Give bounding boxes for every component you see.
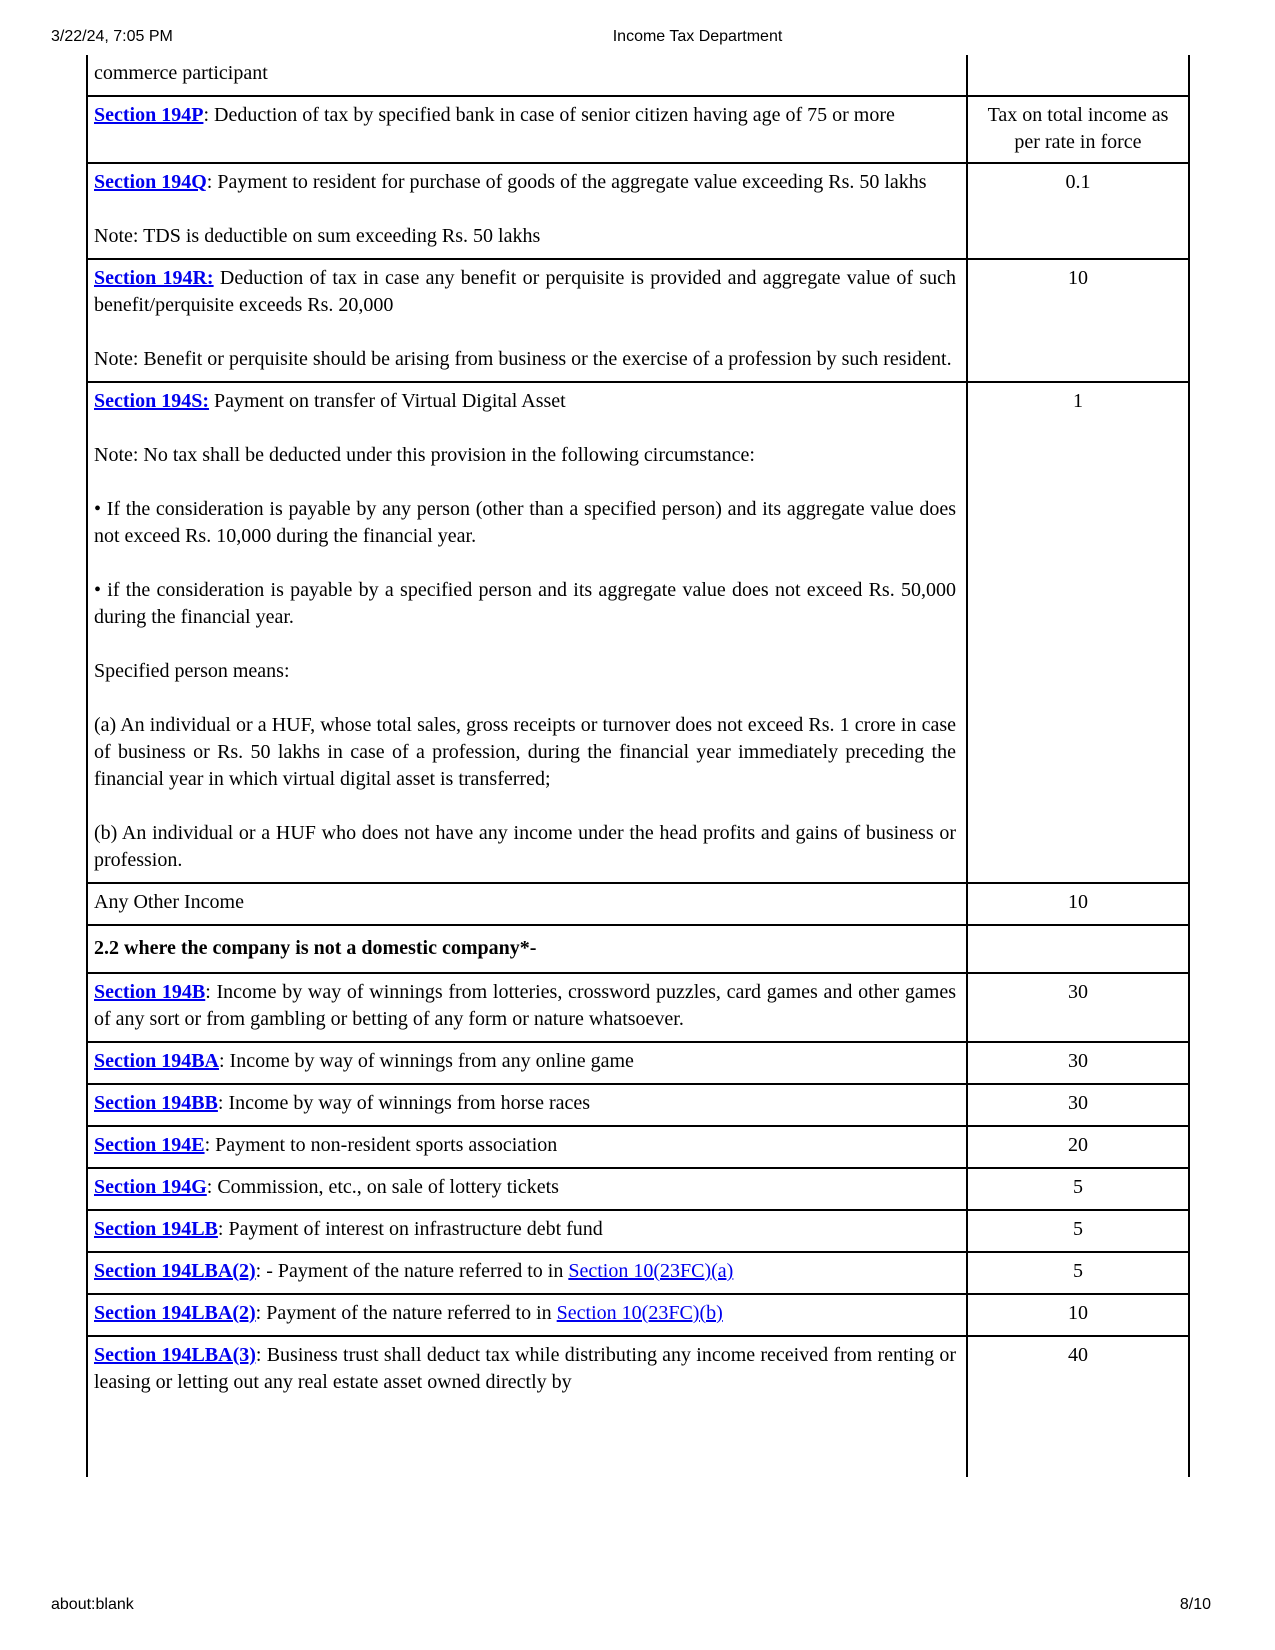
table-row bbox=[88, 1293, 1188, 1335]
rate-cell: 5 bbox=[966, 1253, 1188, 1293]
paragraph bbox=[94, 577, 956, 631]
cell-text: Note: TDS is deductible on sum exceeding Rs. 50 lakhs bbox=[94, 225, 541, 247]
cell-text: : Commission, etc., on sale of lottery tickets bbox=[206, 1176, 559, 1198]
rate-cell bbox=[966, 926, 1188, 972]
description-cell bbox=[88, 1085, 966, 1125]
print-footer bbox=[0, 1596, 1275, 1616]
table-row bbox=[88, 972, 1188, 1041]
section-link[interactable]: Section 194LBA(3) bbox=[94, 1344, 256, 1366]
cell-text: Payment on transfer of Virtual Digital Asset bbox=[209, 390, 566, 412]
table-row bbox=[88, 55, 1188, 95]
table-row bbox=[88, 882, 1188, 924]
rate-cell: 0.1 bbox=[966, 164, 1188, 258]
table-row bbox=[88, 162, 1188, 258]
cell-text: : Income by way of winnings from any online game bbox=[219, 1050, 634, 1072]
section-link[interactable]: Section 194LB bbox=[94, 1218, 218, 1240]
section-link[interactable]: Section 194E bbox=[94, 1134, 205, 1156]
description-cell bbox=[88, 383, 966, 882]
table-row bbox=[88, 1251, 1188, 1293]
section-link[interactable]: Section 194Q bbox=[94, 171, 207, 193]
paragraph bbox=[94, 1300, 956, 1327]
paragraph bbox=[94, 935, 956, 962]
paragraph bbox=[94, 1048, 956, 1075]
rate-cell: 30 bbox=[966, 1085, 1188, 1125]
paragraph bbox=[94, 102, 956, 129]
cell-text: (b) An individual or a HUF who does not have any income under the head profits and gains of business or profession. bbox=[94, 822, 956, 871]
paragraph bbox=[94, 496, 956, 550]
table-row bbox=[88, 95, 1188, 162]
rate-cell bbox=[966, 55, 1188, 95]
description-cell bbox=[88, 97, 966, 162]
table-row bbox=[88, 1209, 1188, 1251]
rate-cell: 10 bbox=[966, 884, 1188, 924]
table-row bbox=[88, 381, 1188, 882]
paragraph bbox=[94, 889, 956, 916]
rate-cell: 40 bbox=[966, 1337, 1188, 1477]
table-row bbox=[88, 1083, 1188, 1125]
footer-page-number: 8/10 bbox=[1179, 1596, 1211, 1613]
description-cell bbox=[88, 1169, 966, 1209]
table-row bbox=[88, 924, 1188, 972]
cell-text: : Deduction of tax by specified bank in case of senior citizen having age of 75 or more bbox=[203, 104, 895, 126]
paragraph bbox=[94, 1174, 956, 1201]
paragraph bbox=[94, 1132, 956, 1159]
description-cell bbox=[88, 1253, 966, 1293]
cell-text: : Payment to non-resident sports association bbox=[204, 1134, 558, 1156]
reference-link[interactable]: Section 10(23FC)(b) bbox=[556, 1302, 723, 1324]
section-link[interactable]: Section 194G bbox=[94, 1176, 207, 1198]
cell-text: commerce participant bbox=[94, 62, 268, 84]
cell-text: Specified person means: bbox=[94, 660, 290, 682]
paragraph bbox=[94, 658, 956, 685]
cell-text: • If the consideration is payable by any person (other than a specified person) and its aggregate value does not exceed Rs. 10,000 during the financial year. bbox=[94, 498, 956, 547]
paragraph bbox=[94, 1258, 956, 1285]
section-link[interactable]: Section 194R: bbox=[94, 267, 214, 289]
paragraph bbox=[94, 979, 956, 1033]
cell-text: : Payment of interest on infrastructure debt fund bbox=[217, 1218, 603, 1240]
description-cell bbox=[88, 926, 966, 972]
cell-text: Any Other Income bbox=[94, 891, 244, 913]
reference-link[interactable]: Section 10(23FC)(a) bbox=[568, 1260, 734, 1282]
paragraph bbox=[94, 712, 956, 793]
paragraph bbox=[94, 1090, 956, 1117]
table-row bbox=[88, 1041, 1188, 1083]
rate-cell: Tax on total income as per rate in force bbox=[966, 97, 1188, 162]
cell-text: Deduction of tax in case any benefit or perquisite is provided and aggregate value of such benefit/perquisite exceeds Rs. 20,000 bbox=[94, 267, 956, 316]
rate-cell: 5 bbox=[966, 1211, 1188, 1251]
rate-cell: 10 bbox=[966, 260, 1188, 381]
cell-text: • if the consideration is payable by a specified person and its aggregate value does not exceed Rs. 50,000 during the financial year. bbox=[94, 579, 956, 628]
description-cell bbox=[88, 164, 966, 258]
section-link[interactable]: Section 194LBA(2) bbox=[94, 1302, 256, 1324]
description-cell bbox=[88, 884, 966, 924]
paragraph bbox=[94, 442, 956, 469]
table-row bbox=[88, 1335, 1188, 1477]
table-row bbox=[88, 1167, 1188, 1209]
section-link[interactable]: Section 194B bbox=[94, 981, 206, 1003]
cell-text: Note: Benefit or perquisite should be arising from business or the exercise of a profession by such resident. bbox=[94, 348, 952, 370]
footer-source: about:blank bbox=[51, 1596, 134, 1613]
cell-text: (a) An individual or a HUF, whose total sales, gross receipts or turnover does not exceed Rs. 1 crore in case of business or Rs. 50 lakhs in case of a profession, during the financial year immediately preceding the financial year in which virtual digital asset is transferred; bbox=[94, 714, 956, 790]
section-link[interactable]: Section 194S: bbox=[94, 390, 209, 412]
cell-text: : Payment to resident for purchase of goods of the aggregate value exceeding Rs. 50 lakhs bbox=[206, 171, 927, 193]
description-cell bbox=[88, 1127, 966, 1167]
rate-cell: 20 bbox=[966, 1127, 1188, 1167]
section-link[interactable]: Section 194BA bbox=[94, 1050, 219, 1072]
rate-cell: 30 bbox=[966, 974, 1188, 1041]
cell-text: : Income by way of winnings from lotteries, crossword puzzles, card games and other games of any sort or from gambling or betting of any form or nature whatsoever. bbox=[94, 981, 956, 1030]
paragraph bbox=[94, 1216, 956, 1243]
rate-cell: 30 bbox=[966, 1043, 1188, 1083]
print-header bbox=[0, 28, 1275, 48]
description-cell bbox=[88, 1043, 966, 1083]
section-link[interactable]: Section 194BB bbox=[94, 1092, 218, 1114]
description-cell bbox=[88, 55, 966, 95]
paragraph bbox=[94, 265, 956, 319]
section-link[interactable]: Section 194P bbox=[94, 104, 204, 126]
paragraph bbox=[94, 820, 956, 874]
header-datetime: 3/22/24, 7:05 PM bbox=[51, 28, 173, 45]
paragraph bbox=[94, 388, 956, 415]
cell-text: Note: No tax shall be deducted under this provision in the following circumstance: bbox=[94, 444, 755, 466]
table-row bbox=[88, 1125, 1188, 1167]
table-row bbox=[88, 258, 1188, 381]
page-title: Income Tax Department bbox=[612, 28, 783, 45]
section-link[interactable]: Section 194LBA(2) bbox=[94, 1260, 256, 1282]
description-cell bbox=[88, 974, 966, 1041]
paragraph bbox=[94, 223, 956, 250]
rate-cell: 10 bbox=[966, 1295, 1188, 1335]
cell-text: : Payment of the nature referred to in bbox=[255, 1302, 557, 1324]
cell-text: : Business trust shall deduct tax while distributing any income received from renting or leasing or letting out any real estate asset owned directly by bbox=[94, 1344, 956, 1393]
description-cell bbox=[88, 1295, 966, 1335]
paragraph bbox=[94, 346, 956, 373]
rate-cell: 1 bbox=[966, 383, 1188, 882]
tds-rate-table bbox=[86, 55, 1190, 1477]
cell-text: : - Payment of the nature referred to in bbox=[255, 1260, 569, 1282]
description-cell bbox=[88, 1337, 966, 1477]
paragraph bbox=[94, 60, 956, 87]
paragraph bbox=[94, 169, 956, 196]
description-cell bbox=[88, 260, 966, 381]
cell-text: : Income by way of winnings from horse races bbox=[217, 1092, 591, 1114]
cell-text: 2.2 where the company is not a domestic company*- bbox=[94, 937, 537, 959]
description-cell bbox=[88, 1211, 966, 1251]
paragraph bbox=[94, 1342, 956, 1396]
rate-cell: 5 bbox=[966, 1169, 1188, 1209]
